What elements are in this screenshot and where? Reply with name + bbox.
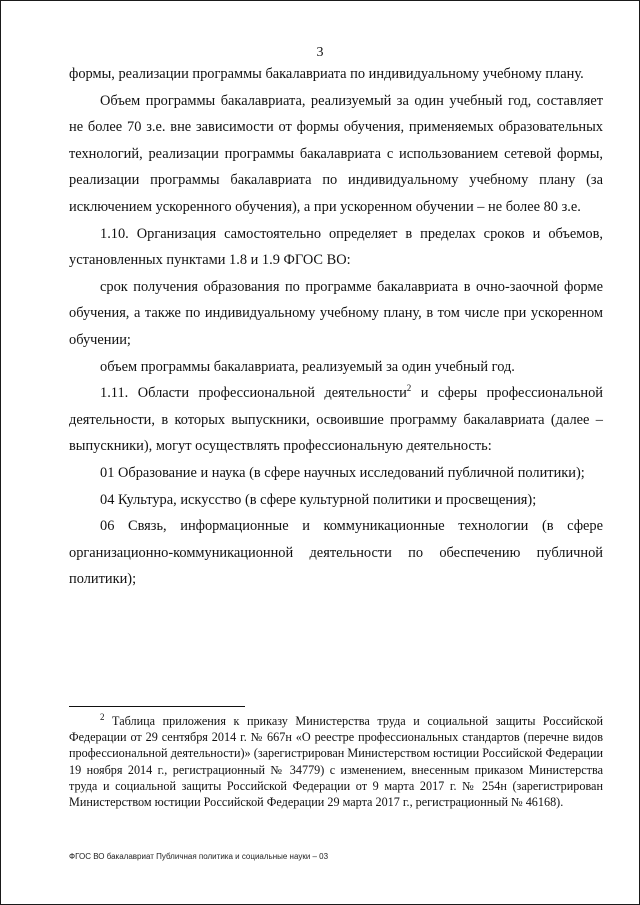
paragraph-continuation: формы, реализации программы бакалавриата по индивидуальному учебному плану. — [69, 66, 584, 82]
footnote-divider — [69, 706, 245, 707]
paragraph-1-11-end: и сферы профессиональной деятельности, в которых выпускники, освоившие программу бакалавриата (далее – выпускники), могут осуществлять профессиональную деятельность: — [69, 385, 603, 455]
paragraph-annual-volume: Объем программы бакалавриата, реализуемый за один учебный год, составляет не более 70 з.е. вне зависимости от формы обучения, применяемых образовательных технологий, реализации программы бакалавриата с использованием сетевой формы, реализации программы бакалавриата по индивидуальному учебному плану (за исключением ускоренного обучения), а при ускоренном обучении – не более 80 з.е. — [69, 92, 603, 215]
footnote-reference[interactable]: 2 — [406, 383, 412, 394]
footnote-indent — [69, 714, 100, 728]
paragraph-1-11 — [69, 380, 603, 460]
footnote — [69, 713, 603, 810]
page-number: 3 — [316, 45, 324, 60]
area-01: 01 Образование и наука (в сфере научных исследований публичной политики); — [100, 464, 585, 481]
footnote-text: Таблица приложения к приказу Министерства труда и социальной защиты Российской Федерации от 29 сентября 2014 г. № 667н «О реестре профессиональных стандартов (перечне видов профессиональной деятельности)» (зарегистрирован Министерством юстиции Российской Федерации 19 ноября 2014 г., регистрационный № 34779) с изменением, внесенным приказом Министерства труда и социальной защиты Российской Федерации от 9 марта 2017 г. № 254н (зарегистрирован Министерством юстиции Российской Федерации 29 марта 2017 г., регистрационный № 46168). — [69, 714, 603, 810]
paragraph-volume: объем программы бакалавриата, реализуемый за один учебный год. — [100, 358, 515, 375]
page-footer: ФГОС ВО бакалавриат Публичная политика и социальные науки – 03 — [69, 852, 329, 861]
area-06: 06 Связь, информационные и коммуникационные технологии (в сфере организационно-коммуникационной деятельности по обеспечению публичной политики); — [69, 518, 603, 588]
paragraph-term: срок получения образования по программе бакалавриата в очно-заочной форме обучения, а также по индивидуальному учебному плану, в том числе при ускоренном обучении; — [69, 278, 603, 348]
paragraph-1-11-start: 1.11. Области профессиональной деятельности — [100, 385, 407, 402]
area-04: 04 Культура, искусство (в сфере культурной политики и просвещения); — [100, 491, 537, 508]
footnote-number: 2 — [100, 711, 105, 722]
paragraph-1-10: 1.10. Организация самостоятельно определяет в пределах сроков и объемов, установленных пунктами 1.8 и 1.9 ФГОС ВО: — [69, 225, 603, 269]
main-text — [69, 61, 603, 593]
